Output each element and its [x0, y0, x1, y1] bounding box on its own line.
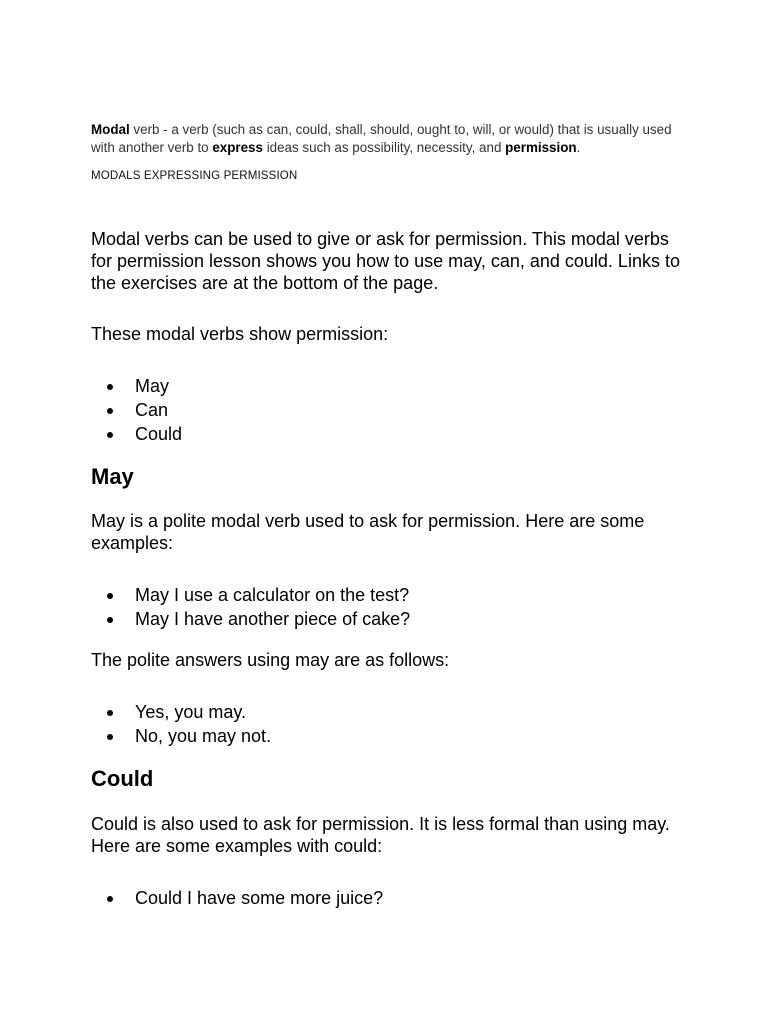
- bullet-icon: [107, 384, 113, 390]
- bullet-icon: [107, 734, 113, 740]
- may-examples-list: [91, 583, 410, 631]
- list-item: [91, 700, 271, 724]
- definition-bold-express: express: [212, 140, 263, 155]
- list-intro: These modal verbs show permission:: [91, 324, 389, 344]
- definition-text-3: .: [576, 140, 581, 155]
- definition-text-1: verb - a verb (such as can, could, shall, should, ought to, will, or would) that is usually used with another verb to: [91, 122, 672, 155]
- definition-bold-permission: permission: [505, 140, 577, 155]
- list-item: [91, 583, 410, 607]
- list-item: [91, 422, 182, 446]
- list-item-text: Yes, you may.: [135, 702, 247, 722]
- could-description: Could is also used to ask for permission. It is less formal than using may. Here are some examples with could:: [91, 814, 670, 856]
- bullet-icon: [107, 593, 113, 599]
- modal-definition: [91, 121, 691, 157]
- list-item: [91, 607, 410, 631]
- list-item-text: May I have another piece of cake?: [135, 609, 411, 629]
- bullet-icon: [107, 408, 113, 414]
- bullet-icon: [107, 432, 113, 438]
- could-heading: Could: [91, 766, 154, 791]
- may-answers-list: [91, 700, 271, 748]
- list-item: [91, 398, 182, 422]
- list-item: [91, 886, 383, 910]
- definition-text-2: ideas such as possibility, necessity, and: [262, 140, 506, 155]
- definition-term: Modal: [91, 122, 130, 137]
- list-item-text: Could I have some more juice?: [135, 888, 384, 908]
- list-item-text: Could: [135, 424, 183, 444]
- bullet-icon: [107, 710, 113, 716]
- may-heading: May: [91, 464, 134, 489]
- list-item-text: No, you may not.: [135, 726, 272, 746]
- section-caption: MODALS EXPRESSING PERMISSION: [91, 169, 298, 182]
- list-item-text: Can: [135, 400, 169, 420]
- list-item: [91, 724, 271, 748]
- may-answers-intro: The polite answers using may are as follows:: [91, 650, 450, 670]
- list-item-text: May I use a calculator on the test?: [135, 585, 410, 605]
- modal-verb-list: [91, 374, 182, 446]
- list-item: [91, 374, 182, 398]
- bullet-icon: [107, 896, 113, 902]
- list-item-text: May: [135, 376, 170, 396]
- intro-paragraph: Modal verbs can be used to give or ask for permission. This modal verbs for permission lesson shows you how to use may, can, and could. Links to the exercises are at the bottom of the page.: [91, 229, 680, 293]
- bullet-icon: [107, 617, 113, 623]
- could-examples-list: [91, 886, 383, 910]
- may-description: May is a polite modal verb used to ask for permission. Here are some examples:: [91, 511, 645, 553]
